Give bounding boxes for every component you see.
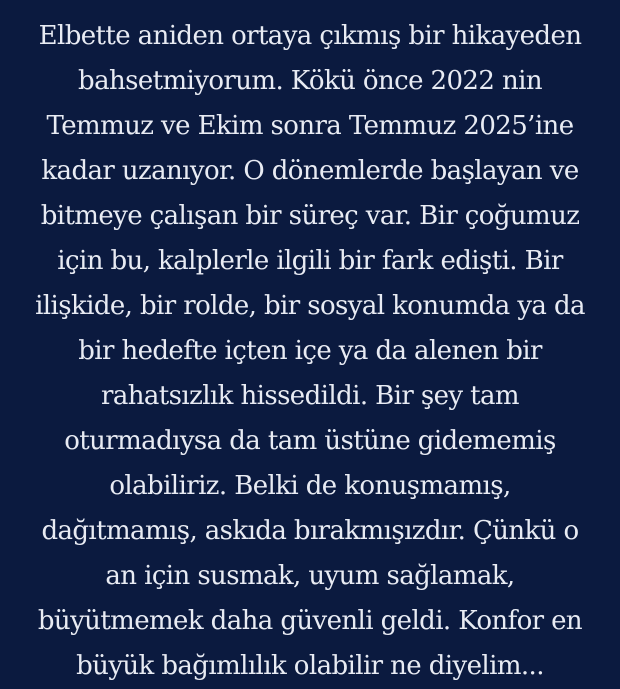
post-text-line: Temmuz ve Ekim sonra Temmuz 2025’ine [46, 111, 574, 141]
post-text-line: için bu, kalplerle ilgili bir fark edişti. Bir [57, 246, 563, 276]
post-text-line: oturmadıysa da tam üstüne gidememiş [64, 426, 556, 456]
post-text-line: an için susmak, uyum sağlamak, [105, 561, 515, 591]
post-text-line: bitmeye çalışan bir süreç var. Bir çoğumuz [40, 201, 580, 231]
post-text-line: büyük bağımlılık olabilir ne diyelim... [76, 651, 544, 681]
post-text-line: olabiliriz. Belki de konuşmamış, [109, 471, 511, 501]
post-text-block [0, 14, 620, 689]
post-text-line: dağıtmamış, askıda bırakmışızdır. Çünkü o [41, 516, 579, 546]
post-text-line: Elbette aniden ortaya çıkmış bir hikayeden [38, 21, 582, 51]
post-text-line: büyütmemek daha güvenli geldi. Konfor en [37, 606, 583, 636]
post-text-line: rahatsızlık hissedildi. Bir şey tam [101, 381, 519, 411]
post-text-line: ilişkide, bir rolde, bir sosyal konumda ya da [35, 291, 585, 321]
post-text-line: bahsetmiyorum. Kökü önce 2022 nin [78, 66, 542, 96]
post-text-line: bir hedefte içten içe ya da alenen bir [78, 336, 542, 366]
post-text-line: kadar uzanıyor. O dönemlerde başlayan ve [41, 156, 579, 186]
